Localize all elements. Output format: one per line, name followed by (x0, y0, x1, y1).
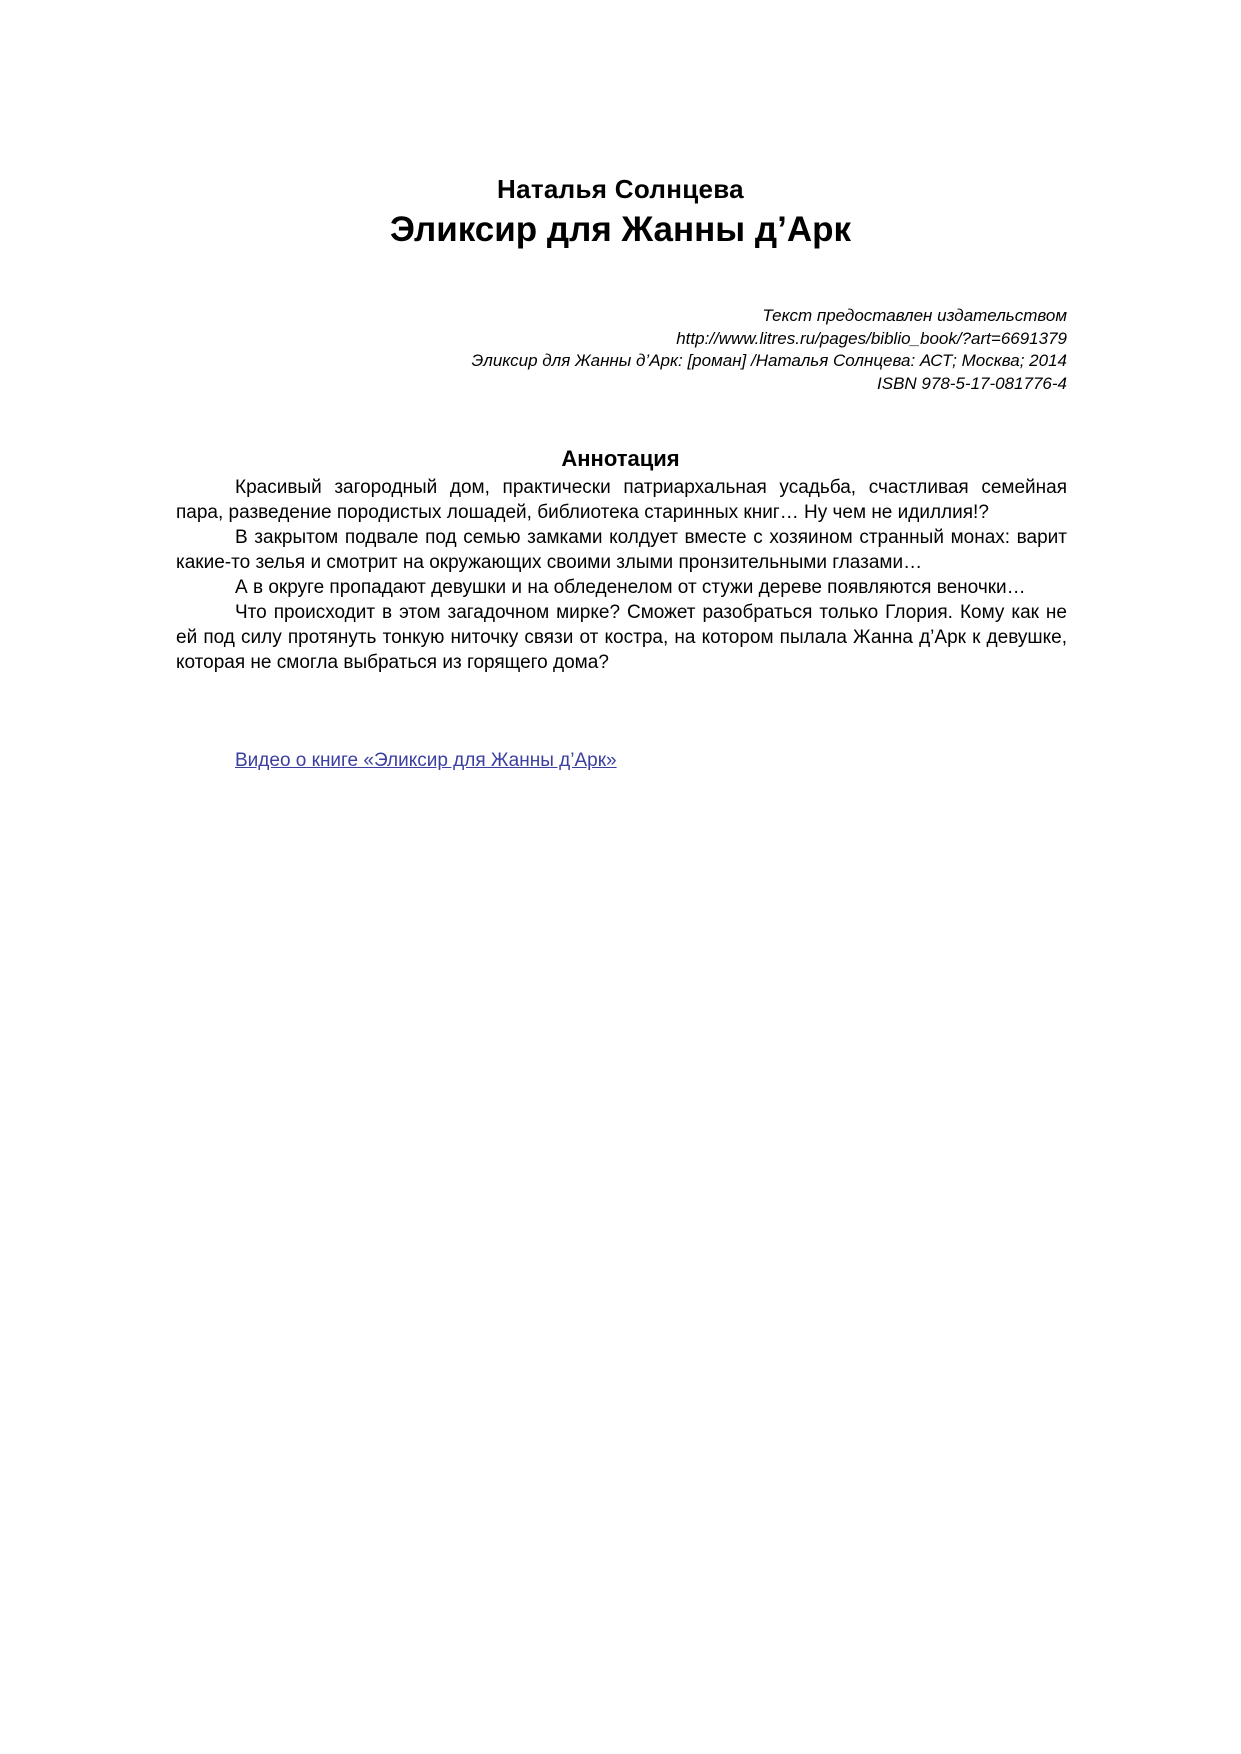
annotation-paragraph: Что происходит в этом загадочном мирке? Сможет разобраться только Глория. Кому как не ей под силу протянуть тонкую ниточку связи от костра, на котором пылала Жанна д’Арк к девушке, которая не смогла выбраться из горящего дома? (176, 602, 1067, 673)
annotation-paragraph: А в округе пропадают девушки и на обледенелом от стужи дереве появляются веночки… (235, 577, 1026, 598)
annotation-paragraph: Красивый загородный дом, практически патриархальная усадьба, счастливая семейная пара, разведение породистых лошадей, библиотека старинных книг… Ну чем не идиллия!? (176, 477, 1067, 523)
book-author: Наталья Солнцева (497, 174, 744, 204)
annotation-body (176, 475, 1067, 675)
annotation-heading: Аннотация (561, 446, 680, 471)
publication-info (471, 305, 1067, 395)
annotation-paragraph: В закрытом подвале под семью замками колдует вместе с хозяином странный монах: варит какие-то зелья и смотрит на окружающих своими злыми пронзительными глазами… (176, 527, 1067, 573)
source-url: http://www.litres.ru/pages/biblio_book/?art=6691379 (676, 328, 1067, 348)
publisher-note: Текст предоставлен издательством (762, 306, 1067, 325)
bibliographic-record: Эликсир для Жанны д’Арк: [роман] /Наталья Солнцева: АСТ; Москва; 2014 (471, 351, 1067, 370)
video-link[interactable]: Видео о книге «Эликсир для Жанны д’Арк» (235, 750, 617, 771)
book-title: Эликсир для Жанны д’Арк (389, 210, 852, 249)
isbn: ISBN 978-5-17-081776-4 (877, 373, 1067, 393)
